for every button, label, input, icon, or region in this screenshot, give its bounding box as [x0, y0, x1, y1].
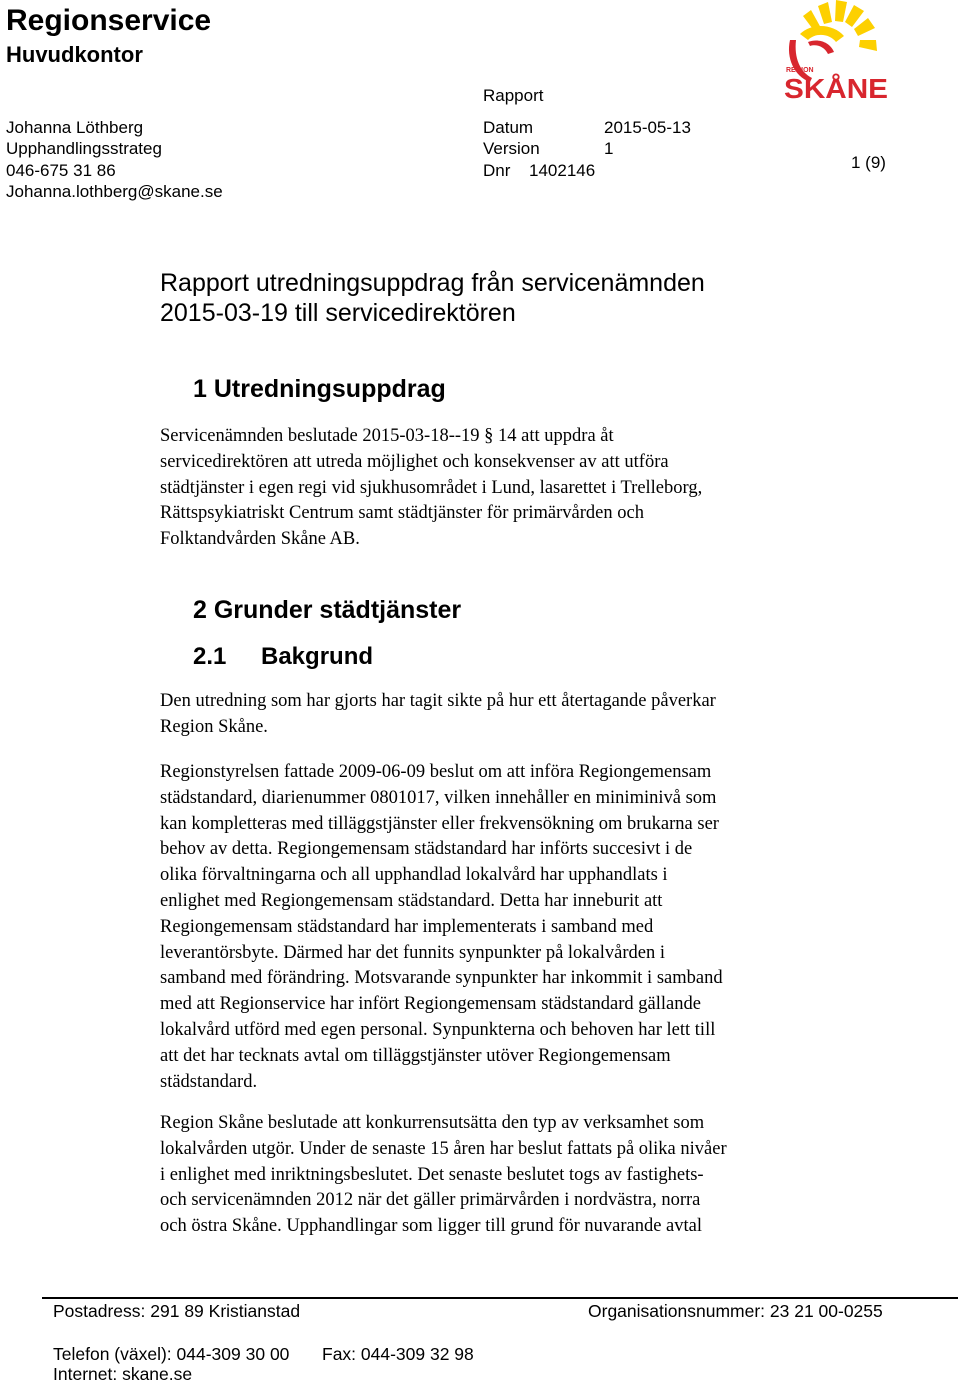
subsection-title: Bakgrund [261, 643, 374, 670]
footer-org-number: Organisationsnummer: 23 21 00-0255 [588, 1301, 883, 1321]
region-skane-logo [778, 0, 894, 100]
dnr-label: Dnr [483, 161, 511, 180]
version-value: 1 [604, 139, 614, 158]
paragraph-line: Servicenämnden beslutade 2015-03-18--19 § 14 att uppdra åt [160, 426, 614, 446]
footer-phone: Telefon (växel): 044-309 30 00 [53, 1344, 290, 1364]
paragraph-line: enlighet med Regiongemensam städstandard. Detta har inneburit att [160, 890, 663, 911]
paragraph-line: städtjänster i egen regi vid sjukhusområdet i Lund, lasarettet i Trelleborg, [160, 477, 703, 498]
paragraph-line: kan kompletteras med tilläggstjänster eller frekvensökning om brukarna ser [160, 813, 719, 834]
contact-name: Johanna Löthberg [6, 118, 144, 137]
paragraph-line: servicedirektören att utreda möjlighet och konsekvenser av att utföra [160, 451, 669, 472]
paragraph-line: städstandard. [160, 1071, 258, 1092]
paragraph-line: Region Skåne beslutade att konkurrensutsätta den typ av verksamhet som [160, 1113, 705, 1133]
paragraph-line: Folktandvården Skåne AB. [160, 529, 360, 550]
paragraph-line: leverantörsbyte. Därmed har det funnits synpunkter på lokalvården i [160, 942, 665, 963]
date-label: Datum [483, 118, 534, 137]
page-number: 1 (9) [851, 153, 886, 172]
paragraph-line: Regiongemensam städstandard har implementerats i samband med [160, 916, 654, 937]
paragraph-line: Regionstyrelsen fattade 2009-06-09 beslut om att införa Regiongemensam [160, 762, 712, 782]
paragraph-line: lokalvård utförd med egen personal. Synpunkterna och behoven har lett till [160, 1019, 716, 1040]
dnr-value: 1402146 [529, 161, 596, 180]
document-type: Rapport [483, 86, 544, 105]
contact-phone: 046-675 31 86 [6, 161, 116, 180]
logo-region-text: REGION [786, 67, 814, 74]
paragraph-line: och östra Skåne. Upphandlingar som ligger till grund för nuvarande avtal [160, 1216, 703, 1237]
subsection-number: 2.1 [193, 643, 227, 670]
background-paragraph-3 [160, 1111, 727, 1240]
background-paragraph-1 [160, 689, 716, 741]
paragraph-line: behov av detta. Regiongemensam städstandard har införts succesivt i de [160, 839, 693, 860]
document-title-line-2: 2015-03-19 till servicedirektören [160, 299, 516, 327]
document-title-line-1: Rapport utredningsuppdrag från servicenämnden [160, 269, 705, 297]
contact-email: Johanna.lothberg@skane.se [6, 182, 223, 201]
paragraph-line: att det har tecknats avtal om tilläggstjänster utöver Regiongemensam [160, 1045, 671, 1066]
paragraph-line: med att Regionservice har infört Regiongemensam städstandard gällande [160, 994, 701, 1015]
paragraph-line: Region Skåne. [160, 716, 268, 737]
background-paragraph-2 [160, 760, 723, 1095]
section-1-heading: 1 Utredningsuppdrag [193, 375, 446, 403]
footer-internet[interactable]: Internet: skane.se [53, 1364, 193, 1384]
paragraph-line: Rättspsykiatriskt Centrum samt städtjänster för primärvården och [160, 503, 644, 524]
contact-role: Upphandlingsstrateg [6, 139, 162, 158]
organization-name: Regionservice [6, 4, 212, 37]
footer-divider [42, 1297, 958, 1299]
logo-main-text: SKÅNE [784, 73, 888, 100]
paragraph-line: samband med förändring. Motsvarande synpunkter har inkommit i samband [160, 968, 723, 989]
paragraph-line: och servicenämnden 2012 när det gäller primärvården i nordvästra, norra [160, 1190, 701, 1211]
section-2-heading: 2 Grunder städtjänster [193, 596, 462, 624]
section-1-paragraph [160, 424, 702, 553]
footer-fax: Fax: 044-309 32 98 [322, 1344, 474, 1364]
paragraph-line: Den utredning som har gjorts har tagit sikte på hur ett återtagande påverkar [160, 691, 716, 711]
paragraph-line: olika förvaltningarna och all upphandlad lokalvård har upphandlats i [160, 865, 668, 886]
version-label: Version [483, 139, 540, 158]
date-value: 2015-05-13 [604, 118, 691, 137]
paragraph-line: städstandard, diarienummer 0801017, vilken innehåller en miniminivå som [160, 787, 717, 808]
paragraph-line: i enlighet med inriktningsbeslutet. Det senaste beslutet togs av fastighets- [160, 1164, 704, 1185]
organization-unit: Huvudkontor [6, 42, 143, 67]
paragraph-line: lokalvården utgör. Under de senaste 15 åren har beslut fattats på olika nivåer [160, 1138, 727, 1159]
footer-postal-address: Postadress: 291 89 Kristianstad [53, 1301, 301, 1321]
